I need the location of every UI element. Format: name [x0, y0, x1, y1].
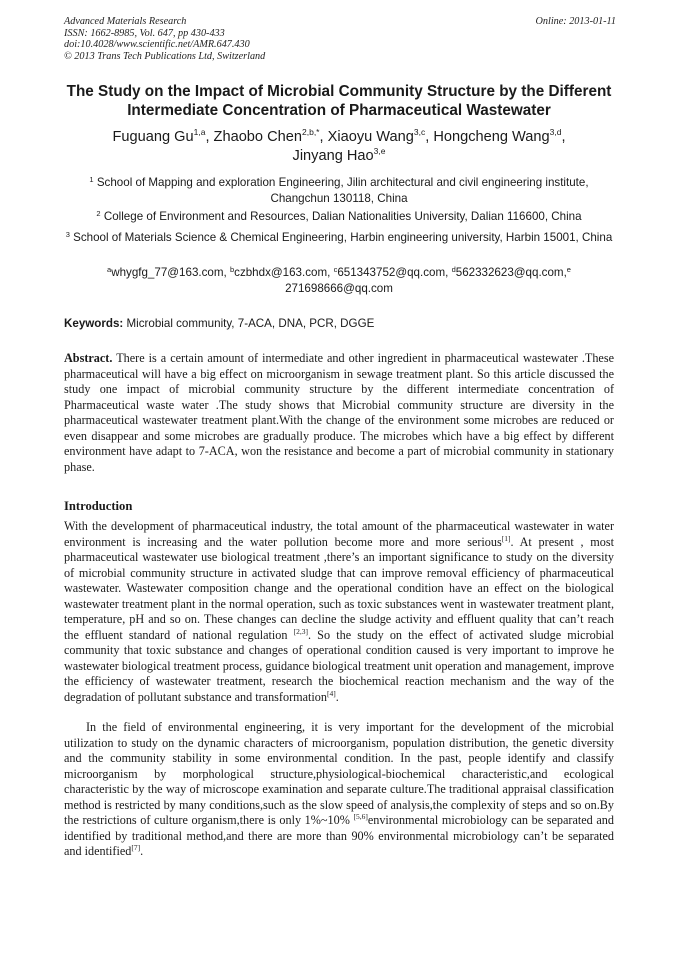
section-heading-introduction: Introduction — [64, 499, 133, 513]
issn-line: ISSN: 1662-8985, Vol. 647, pp 430-433 — [64, 27, 225, 39]
paper-title: The Study on the Impact of Microbial Community Structure by the Different Intermediate Concentration of Pharmaceutical Wastewater — [66, 83, 612, 119]
keywords-label: Keywords: — [64, 317, 124, 330]
author: Zhaobo Chen$^{2,b,*}$, — [213, 127, 328, 145]
affiliation-3: $^3$ School of Materials Science & Chemical Engineering, Harbin engineering university, Harbin 15001, China — [65, 230, 613, 244]
author: Hongcheng Wang$^{3,d}$, — [433, 127, 566, 145]
citation: [5,6] — [353, 812, 368, 822]
author-list — [64, 128, 614, 166]
author: Fuguang Gu$^{1,a}$, — [112, 127, 214, 145]
abstract-text: There is a certain amount of intermediate and other ingredient in pharmaceutical wastewater .These pharmaceutical will have a big effect on microorganism in sewage treatment plant. So this article discussed the study one impact of microbial community structure by the different intermediate concentration of Pharmaceutical waste water .The study shows that Microbial community structure are diversity in the pharmaceutical wastewater treatment plant.With the change of the environment some microbes are reduced or even disappear and some microbes are gradually produce. The microbes which have a big effect by different environment have adapt to 7-ACA, won the resistance and become a part of microbial community in stationary phase. — [64, 351, 614, 474]
citation: [7] — [131, 843, 141, 853]
affiliation-2: $^2$ College of Environment and Resources, Dalian Nationalities University, Dalian 116600, China — [96, 209, 582, 223]
copyright-line: © 2013 Trans Tech Publications Ltd, Switzerland — [64, 50, 266, 62]
introduction-paragraph-2: In the field of environmental engineering, it is very important for the development of the microbial utilization to study on the dynamic characters of microorganism, population distribution, the genetic diversity and the community stability in some environmental condition. In the past, people identify and classify microorganism by morphological structure,physiological-biochemical characteristic,and ecological characteristic by the way of microscope examination and separate culture.The traditional appraisal classification method is restricted by many conditions,such as the slow speed of analysis,the complexity of steps and so on.By the restrictions of culture organism,there is only 1%~10% [5,6]environmental microbiology can be separated and identified by traditional method,and there are more than 90% environmental microbiology can’t be separated and identified[7]. — [64, 720, 614, 859]
citation: [4] — [326, 689, 336, 699]
citation: [1] — [501, 533, 511, 543]
author: Jinyang Hao$^{3,e}$ — [292, 146, 386, 164]
journal-meta — [64, 16, 616, 62]
keywords-text: Microbial community, 7-ACA, DNA, PCR, DGGE — [126, 317, 375, 330]
author-emails: $^a$whygfg_77@163.com, $^b$czbhdx@163.com, $^c$651343752@qq.com, $^d$562332623@qq.com,$^e$ 271698666@qq.com — [107, 265, 571, 295]
author: Xiaoyu Wang$^{3,c}$, — [327, 127, 434, 145]
doi-line: doi:10.4028/www.scientific.net/AMR.647.430 — [64, 39, 250, 51]
journal-name: Advanced Materials Research — [64, 16, 187, 27]
introduction-paragraph-1: With the development of pharmaceutical industry, the total amount of the pharmaceutical wastewater in water environment is increasing and the water pollution become more and more serious[1]. At present , most pharmaceutical wastewater use biological treatment ,there’s an important significance to study on the diversity of microbial community structure in activated sludge that can improve removal efficiency of pharmaceutical wastewater. Wastewater composition change and the operational condition have an effect on the biological wastewater treatment plant in the normal operation, such as toxic substances went in wastewater treatment plant, temperature, pH and so on. These changes can decline the sludge activity and effluent quality that can’t reach the effluent standard of national regulation [2,3]. So the study on the effect of activated sludge microbial community that toxic substance and changes of operational condition caused is very important to improve he wastewater biological treatment process, guidance biological treatment unit operation and management, improve the efficiency of wastewater treatment, research the biochemical reaction mechanism and the way of the degradation of pollutant substance and transformation[4]. — [64, 519, 614, 705]
affiliation-1: $^1$ School of Mapping and exploration Engineering, Jilin architectural and civil engineering institute, Changchun 130118, China — [89, 175, 589, 205]
citation: [2,3] — [293, 626, 308, 636]
online-date: Online: 2013-01-11 — [535, 16, 616, 27]
abstract-label: Abstract. — [64, 351, 113, 365]
keywords — [64, 316, 616, 331]
abstract — [64, 351, 614, 475]
